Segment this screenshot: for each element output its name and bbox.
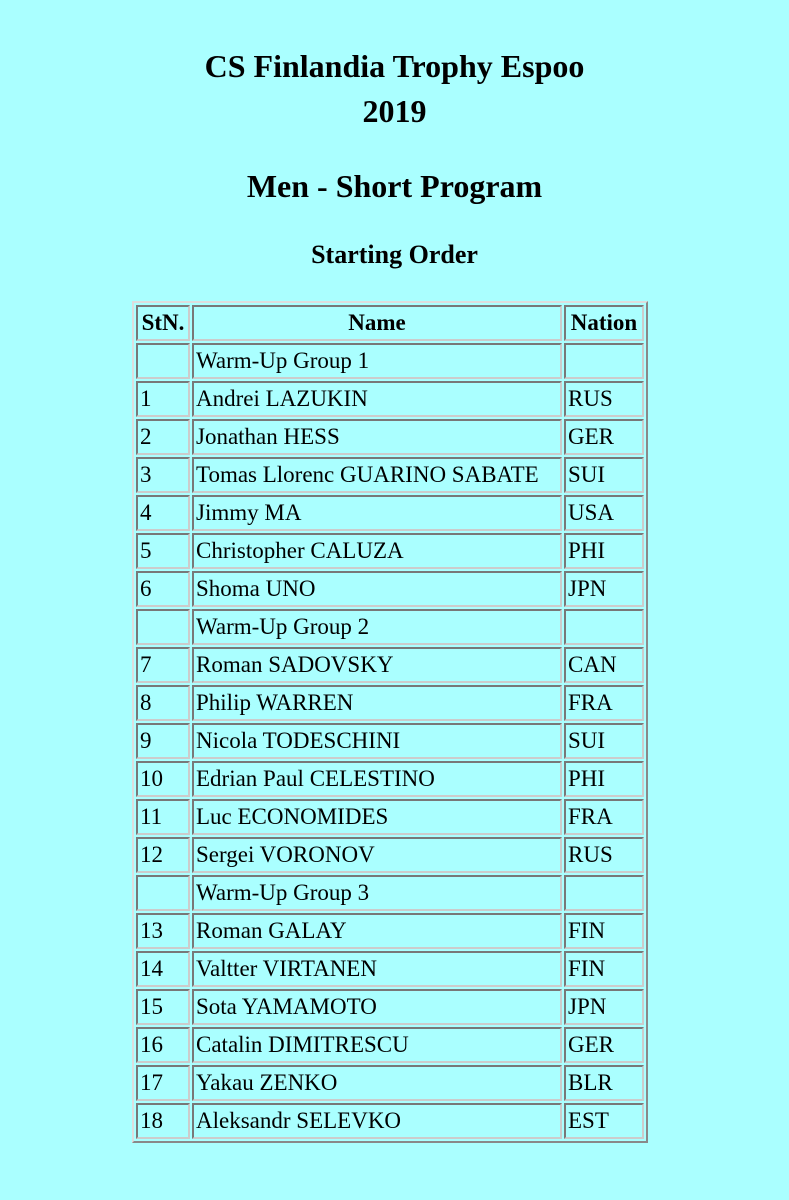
start-number-cell: 13 xyxy=(136,913,190,949)
nation-cell: FIN xyxy=(564,913,644,949)
nation-cell: PHI xyxy=(564,533,644,569)
warmup-group-row xyxy=(136,343,644,379)
skater-name-cell: Jimmy MA xyxy=(192,495,562,531)
skater-row xyxy=(136,799,644,835)
start-number-cell: 15 xyxy=(136,989,190,1025)
skater-name-cell: Roman SADOVSKY xyxy=(192,647,562,683)
skater-name-cell: Aleksandr SELEVKO xyxy=(192,1103,562,1139)
nation-cell: GER xyxy=(564,1027,644,1063)
event-title-line1: CS Finlandia Trophy Espoo xyxy=(204,48,585,84)
nation-cell: FIN xyxy=(564,951,644,987)
skater-name-cell: Sota YAMAMOTO xyxy=(192,989,562,1025)
nation-cell-empty xyxy=(564,609,644,645)
skater-name-cell: Catalin DIMITRESCU xyxy=(192,1027,562,1063)
skater-row xyxy=(136,457,644,493)
skater-row xyxy=(136,381,644,417)
skater-row xyxy=(136,837,644,873)
start-number-cell: 12 xyxy=(136,837,190,873)
nation-cell: USA xyxy=(564,495,644,531)
skater-name-cell: Yakau ZENKO xyxy=(192,1065,562,1101)
start-number-cell: 16 xyxy=(136,1027,190,1063)
nation-cell: EST xyxy=(564,1103,644,1139)
start-number-cell: 7 xyxy=(136,647,190,683)
column-header-name: Name xyxy=(192,305,562,341)
skater-name-cell: Luc ECONOMIDES xyxy=(192,799,562,835)
skater-row xyxy=(136,989,644,1025)
start-number-cell: 10 xyxy=(136,761,190,797)
start-number-cell: 5 xyxy=(136,533,190,569)
nation-cell: JPN xyxy=(564,571,644,607)
table-body xyxy=(136,343,644,1139)
skater-row xyxy=(136,723,644,759)
skater-row xyxy=(136,951,644,987)
nation-cell: BLR xyxy=(564,1065,644,1101)
start-number-cell: 6 xyxy=(136,571,190,607)
start-number-cell: 14 xyxy=(136,951,190,987)
header-row xyxy=(136,305,644,341)
column-header-stn: StN. xyxy=(136,305,190,341)
skater-name-cell: Andrei LAZUKIN xyxy=(192,381,562,417)
stn-cell-empty xyxy=(136,343,190,379)
nation-cell: RUS xyxy=(564,837,644,873)
nation-cell: RUS xyxy=(564,381,644,417)
skater-name-cell: Nicola TODESCHINI xyxy=(192,723,562,759)
warmup-group-label: Warm-Up Group 3 xyxy=(192,875,562,911)
table-header xyxy=(136,305,644,341)
start-number-cell: 3 xyxy=(136,457,190,493)
start-number-cell: 9 xyxy=(136,723,190,759)
nation-cell: JPN xyxy=(564,989,644,1025)
start-number-cell: 4 xyxy=(136,495,190,531)
skater-name-cell: Philip WARREN xyxy=(192,685,562,721)
skater-row xyxy=(136,533,644,569)
skater-row xyxy=(136,647,644,683)
start-number-cell: 17 xyxy=(136,1065,190,1101)
skater-name-cell: Roman GALAY xyxy=(192,913,562,949)
start-number-cell: 11 xyxy=(136,799,190,835)
warmup-group-label: Warm-Up Group 2 xyxy=(192,609,562,645)
nation-cell: SUI xyxy=(564,457,644,493)
skater-name-cell: Christopher CALUZA xyxy=(192,533,562,569)
nation-cell-empty xyxy=(564,343,644,379)
nation-cell: SUI xyxy=(564,723,644,759)
skater-name-cell: Shoma UNO xyxy=(192,571,562,607)
nation-cell: FRA xyxy=(564,799,644,835)
start-number-cell: 18 xyxy=(136,1103,190,1139)
start-number-cell: 8 xyxy=(136,685,190,721)
skater-row xyxy=(136,1065,644,1101)
skater-name-cell: Valtter VIRTANEN xyxy=(192,951,562,987)
starting-order-subtitle: Starting Order xyxy=(311,240,478,269)
nation-cell: CAN xyxy=(564,647,644,683)
starting-order-table xyxy=(132,301,648,1143)
warmup-group-row xyxy=(136,609,644,645)
start-number-cell: 2 xyxy=(136,419,190,455)
nation-cell: FRA xyxy=(564,685,644,721)
skater-row xyxy=(136,419,644,455)
nation-cell-empty xyxy=(564,875,644,911)
skater-name-cell: Edrian Paul CELESTINO xyxy=(192,761,562,797)
skater-row xyxy=(136,913,644,949)
segment-title: Men - Short Program xyxy=(246,168,543,204)
warmup-group-row xyxy=(136,875,644,911)
event-title-line2: 2019 xyxy=(362,93,427,129)
skater-name-cell: Jonathan HESS xyxy=(192,419,562,455)
stn-cell-empty xyxy=(136,875,190,911)
skater-row xyxy=(136,685,644,721)
nation-cell: GER xyxy=(564,419,644,455)
skater-row xyxy=(136,761,644,797)
stn-cell-empty xyxy=(136,609,190,645)
skater-row xyxy=(136,1027,644,1063)
skater-name-cell: Sergei VORONOV xyxy=(192,837,562,873)
skater-row xyxy=(136,1103,644,1139)
nation-cell: PHI xyxy=(564,761,644,797)
skater-row xyxy=(136,495,644,531)
column-header-nation: Nation xyxy=(564,305,644,341)
skater-row xyxy=(136,571,644,607)
skater-name-cell: Tomas Llorenc GUARINO SABATE xyxy=(192,457,562,493)
start-number-cell: 1 xyxy=(136,381,190,417)
warmup-group-label: Warm-Up Group 1 xyxy=(192,343,562,379)
